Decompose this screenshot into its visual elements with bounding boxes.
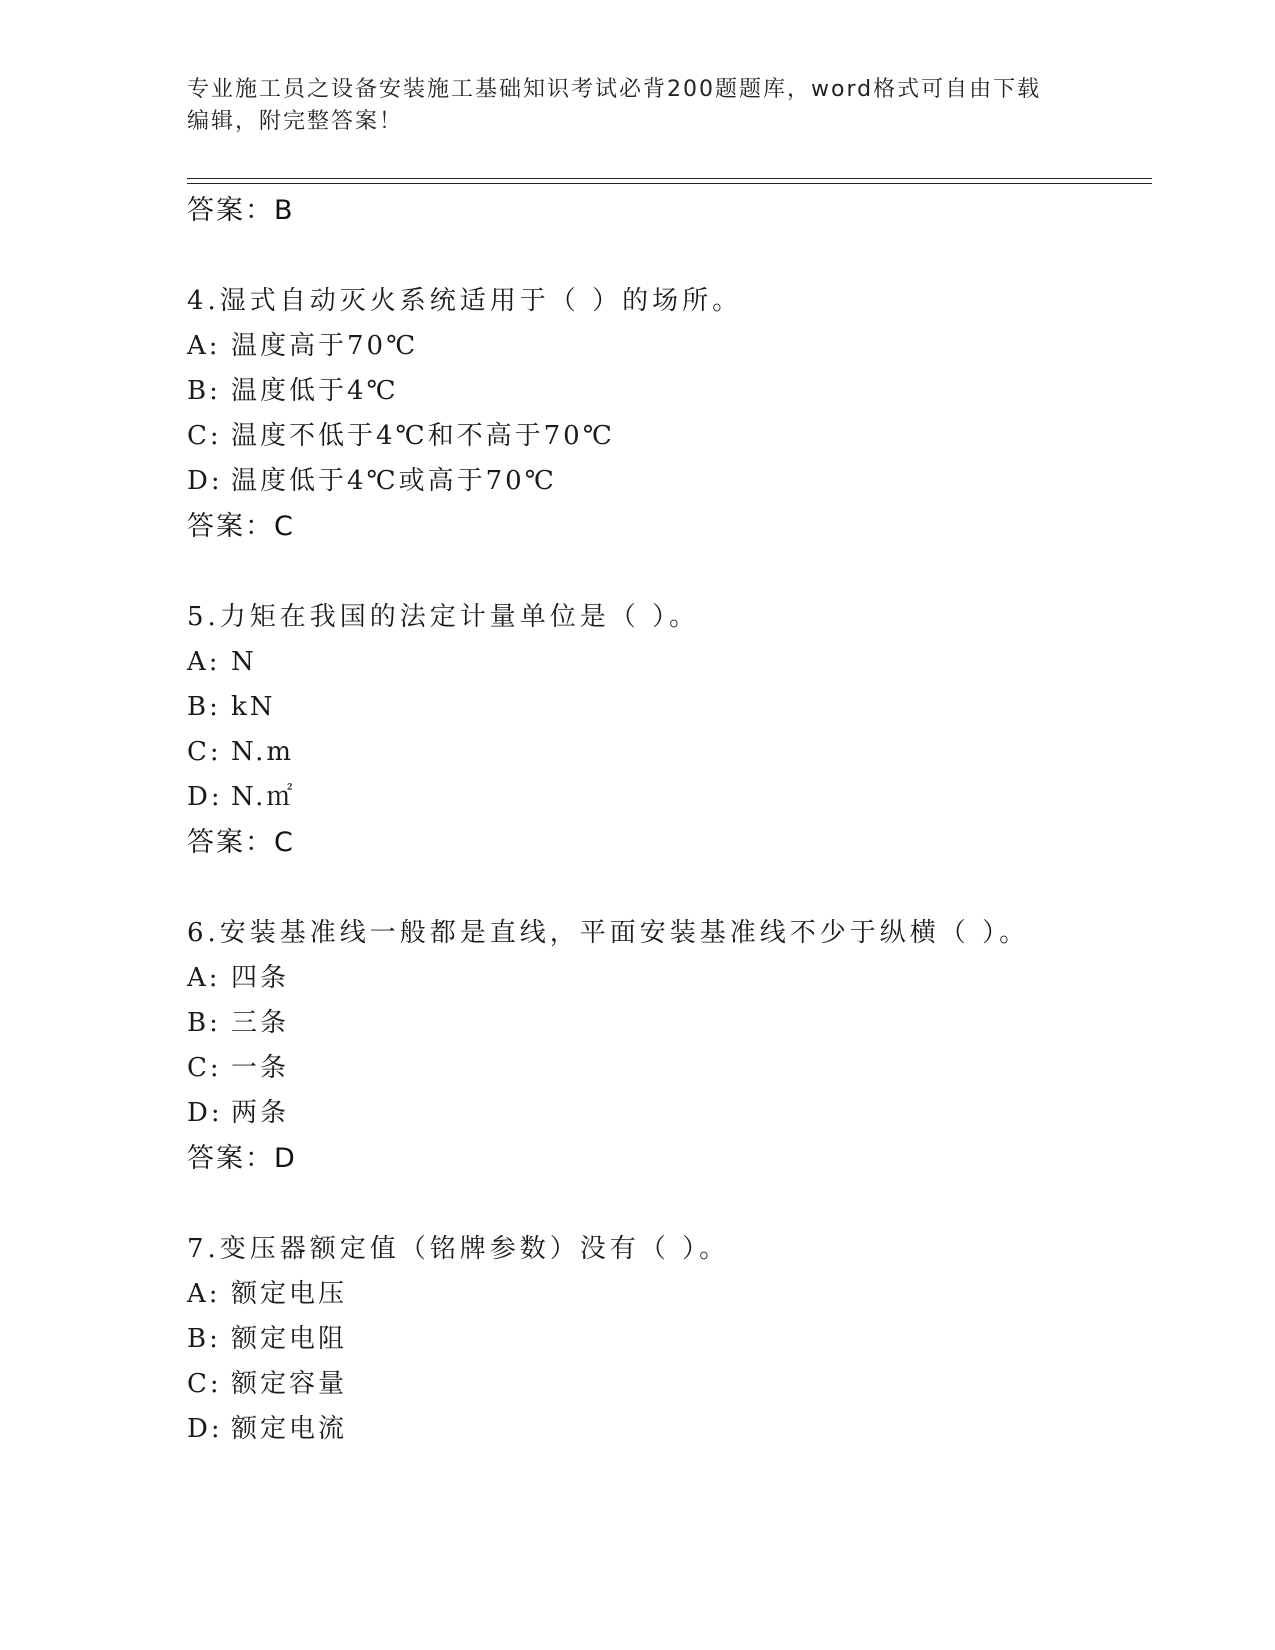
option-a (187, 640, 1152, 685)
option-c (187, 730, 1152, 775)
question-text: 4.湿式自动灭火系统适用于（ ）的场所。 (187, 286, 743, 316)
option-label: B: (187, 1324, 221, 1354)
option-text: 温度高于70℃ (231, 331, 419, 361)
option-text: 温度低于4℃或高于70℃ (231, 466, 557, 496)
header-line-1: 专业施工员之设备安装施工基础知识考试必背200题题库，word格式可自由下载 (187, 77, 1042, 102)
option-text: 温度不低于4℃和不高于70℃ (231, 421, 615, 451)
option-text: 温度低于4℃ (231, 376, 399, 406)
option-text: 四条 (231, 963, 290, 993)
answer: 答案：C (187, 827, 295, 858)
option-label: B: (187, 1008, 221, 1038)
option-label: D: (187, 782, 223, 812)
option-c (187, 1362, 1152, 1407)
option-c (187, 414, 1152, 459)
answer: 答案：C (187, 511, 295, 542)
option-a (187, 956, 1152, 1001)
option-text: 额定电压 (231, 1279, 348, 1309)
option-label: B: (187, 376, 221, 406)
option-label: C: (187, 737, 222, 767)
option-text: 一条 (231, 1053, 290, 1083)
option-label: A: (187, 331, 221, 361)
question-text: 5.力矩在我国的法定计量单位是（ ）。 (187, 602, 700, 632)
option-text: N.㎡ (231, 782, 296, 812)
answer: 答案：D (187, 1143, 297, 1174)
option-b (187, 1001, 1152, 1046)
option-label: C: (187, 1053, 222, 1083)
question-7 (187, 1227, 1152, 1452)
question-4 (187, 279, 1152, 549)
option-d (187, 1407, 1152, 1452)
question-list (187, 188, 1152, 1452)
option-label: D: (187, 466, 223, 496)
option-b (187, 685, 1152, 730)
option-text: kN (231, 692, 276, 722)
header-divider-top (187, 178, 1152, 179)
option-d (187, 775, 1152, 820)
option-text: 额定容量 (231, 1369, 348, 1399)
option-label: A: (187, 647, 221, 677)
option-b (187, 1317, 1152, 1362)
option-label: A: (187, 963, 221, 993)
option-text: N (231, 647, 257, 677)
question-5 (187, 595, 1152, 865)
option-c (187, 1046, 1152, 1091)
option-a (187, 324, 1152, 369)
option-b (187, 369, 1152, 414)
option-text: 三条 (231, 1008, 290, 1038)
option-text: 额定电阻 (231, 1324, 348, 1354)
document-header (187, 74, 1087, 138)
header-divider-bottom (187, 183, 1152, 184)
option-label: D: (187, 1414, 223, 1444)
question-text: 6.安装基准线一般都是直线，平面安装基准线不少于纵横（ ）。 (187, 918, 1030, 948)
option-label: A: (187, 1279, 221, 1309)
option-label: C: (187, 421, 222, 451)
option-label: B: (187, 692, 221, 722)
question-6 (187, 911, 1152, 1181)
previous-answer: 答案：B (187, 195, 295, 226)
option-text: N.m (231, 737, 295, 767)
header-line-2: 编辑，附完整答案！ (187, 109, 404, 134)
option-d (187, 459, 1152, 504)
option-text: 额定电流 (231, 1414, 348, 1444)
option-d (187, 1091, 1152, 1136)
option-text: 两条 (231, 1098, 290, 1128)
question-text: 7.变压器额定值（铭牌参数）没有（ ）。 (187, 1234, 730, 1264)
option-label: C: (187, 1369, 222, 1399)
option-a (187, 1272, 1152, 1317)
option-label: D: (187, 1098, 223, 1128)
